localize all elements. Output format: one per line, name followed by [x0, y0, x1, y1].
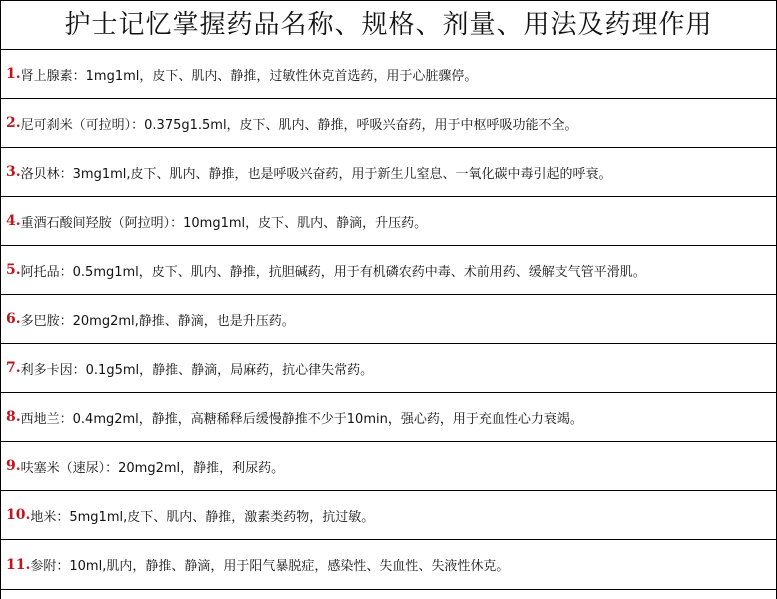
drug-name: 尼可刹米（可拉明）：: [20, 117, 145, 133]
drug-details: 3mg1ml,皮下、肌内、静推，也是呼吸兴奋药，用于新生儿窒息、一氧化碳中毒引起的呼衰。: [72, 166, 612, 182]
drug-details: 0.4mg2ml，静推，高糖稀释后缓慢静推不少于10min，强心药，用于充血性心力衰竭。: [72, 411, 583, 427]
page-title: 护士记忆掌握药品名称、规格、剂量、用法及药理作用: [1, 0, 776, 50]
drug-details: 0.5mg1ml，皮下、肌内、静推，抗胆碱药，用于有机磷农药中毒、术前用药、缓解支气管平滑肌。: [72, 264, 646, 280]
drug-name: 利多卡因：: [20, 362, 86, 378]
item-number: 6.: [6, 311, 21, 327]
drug-name: 重酒石酸间羟胺（阿拉明）：: [20, 215, 184, 231]
drug-details: 20mg2ml，静推，利尿药。: [118, 460, 285, 476]
list-item: [1, 197, 776, 246]
drug-details: 10mg1ml，皮下、肌内、静滴，升压药。: [183, 215, 428, 231]
drug-name: 参附：: [30, 559, 70, 574]
item-number: 1.: [6, 66, 21, 82]
list-item: [1, 50, 776, 99]
item-number: 3.: [6, 164, 21, 180]
drug-details: 0.375g1.5ml，皮下、肌内、静推，呼吸兴奋药，用于中枢呼吸功能不全。: [144, 117, 578, 133]
drug-details: 5mg1ml,皮下、肌内、静推，激素类药物，抗过敏。: [69, 509, 375, 525]
drug-details: 20mg2ml,静推、静滴，也是升压药。: [72, 313, 295, 329]
item-number: 8.: [6, 409, 21, 425]
drug-name: 阿托品：: [20, 264, 73, 280]
drug-name: 地米：: [30, 509, 70, 525]
drug-list: [1, 50, 776, 590]
list-item: [1, 442, 776, 491]
drug-name: 呋塞米（速尿）：: [20, 460, 119, 476]
drug-name: 西地兰：: [20, 411, 73, 427]
drug-name: 肾上腺素：: [20, 68, 86, 84]
drug-details: 10ml,肌内，静推、静滴，用于阳气暴脱症，感染性、失血性、失液性休克。: [69, 559, 510, 574]
drug-name: 多巴胺：: [20, 313, 73, 329]
list-item: [1, 540, 776, 590]
item-number: 9.: [6, 458, 21, 474]
item-number: 11.: [6, 556, 31, 573]
list-item: [1, 393, 776, 442]
list-item: [1, 148, 776, 197]
item-number: 2.: [6, 115, 21, 131]
item-number: 10.: [6, 507, 31, 523]
list-item: [1, 491, 776, 540]
item-number: 5.: [6, 262, 21, 278]
list-item: [1, 246, 776, 295]
list-item: [1, 295, 776, 344]
drug-name: 洛贝林：: [20, 166, 73, 182]
item-number: 7.: [6, 360, 21, 376]
item-number: 4.: [6, 213, 21, 229]
list-item: [1, 99, 776, 148]
list-item: [1, 344, 776, 393]
drug-details: 0.1g5ml，静推、静滴，局麻药，抗心律失常药。: [85, 362, 374, 378]
drug-details: 1mg1ml，皮下、肌内、静推，过敏性休克首选药，用于心脏骤停。: [85, 68, 478, 84]
